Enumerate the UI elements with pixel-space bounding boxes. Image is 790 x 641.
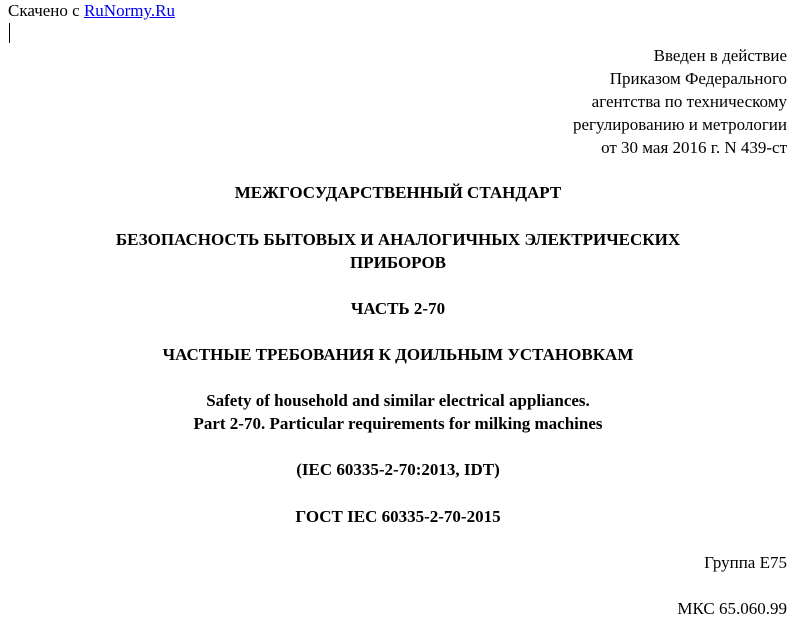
document-title [0,228,790,274]
enactment-note [573,44,787,159]
iec-reference: (IEC 60335-2-70:2013, IDT) [296,460,500,479]
gost-code: ГОСТ IEC 60335-2-70-2015 [295,507,501,526]
classification-group: Группа Е75 [704,553,787,572]
title-line: ПРИБОРОВ [349,253,447,272]
enactment-line: от 30 мая 2016 г. N 439-ст [601,138,787,157]
text-cursor [9,23,10,43]
enactment-line: Приказом Федерального [609,69,787,88]
title-line: БЕЗОПАСНОСТЬ БЫТОВЫХ И АНАЛОГИЧНЫХ ЭЛЕКТРИЧЕСКИХ [115,230,681,249]
enactment-line: Введен в действие [653,46,787,65]
source-prefix: Скачено с [8,1,84,20]
part-number: ЧАСТЬ 2-70 [350,299,446,318]
english-title-line: Part 2-70. Particular requirements for milking machines [193,414,603,433]
classification-mks: МКС 65.060.99 [677,599,787,618]
source-link[interactable]: RuNormy.Ru [83,1,175,20]
document-subtitle: ЧАСТНЫЕ ТРЕБОВАНИЯ К ДОИЛЬНЫМ УСТАНОВКАМ [162,345,634,364]
standard-type: МЕЖГОСУДАРСТВЕННЫЙ СТАНДАРТ [234,183,562,202]
english-title [0,389,790,435]
enactment-line: регулированию и метрологии [572,115,787,134]
english-title-line: Safety of household and similar electrical appliances. [206,391,590,410]
enactment-line: агентства по техническому [591,92,787,111]
source-line [8,0,175,22]
